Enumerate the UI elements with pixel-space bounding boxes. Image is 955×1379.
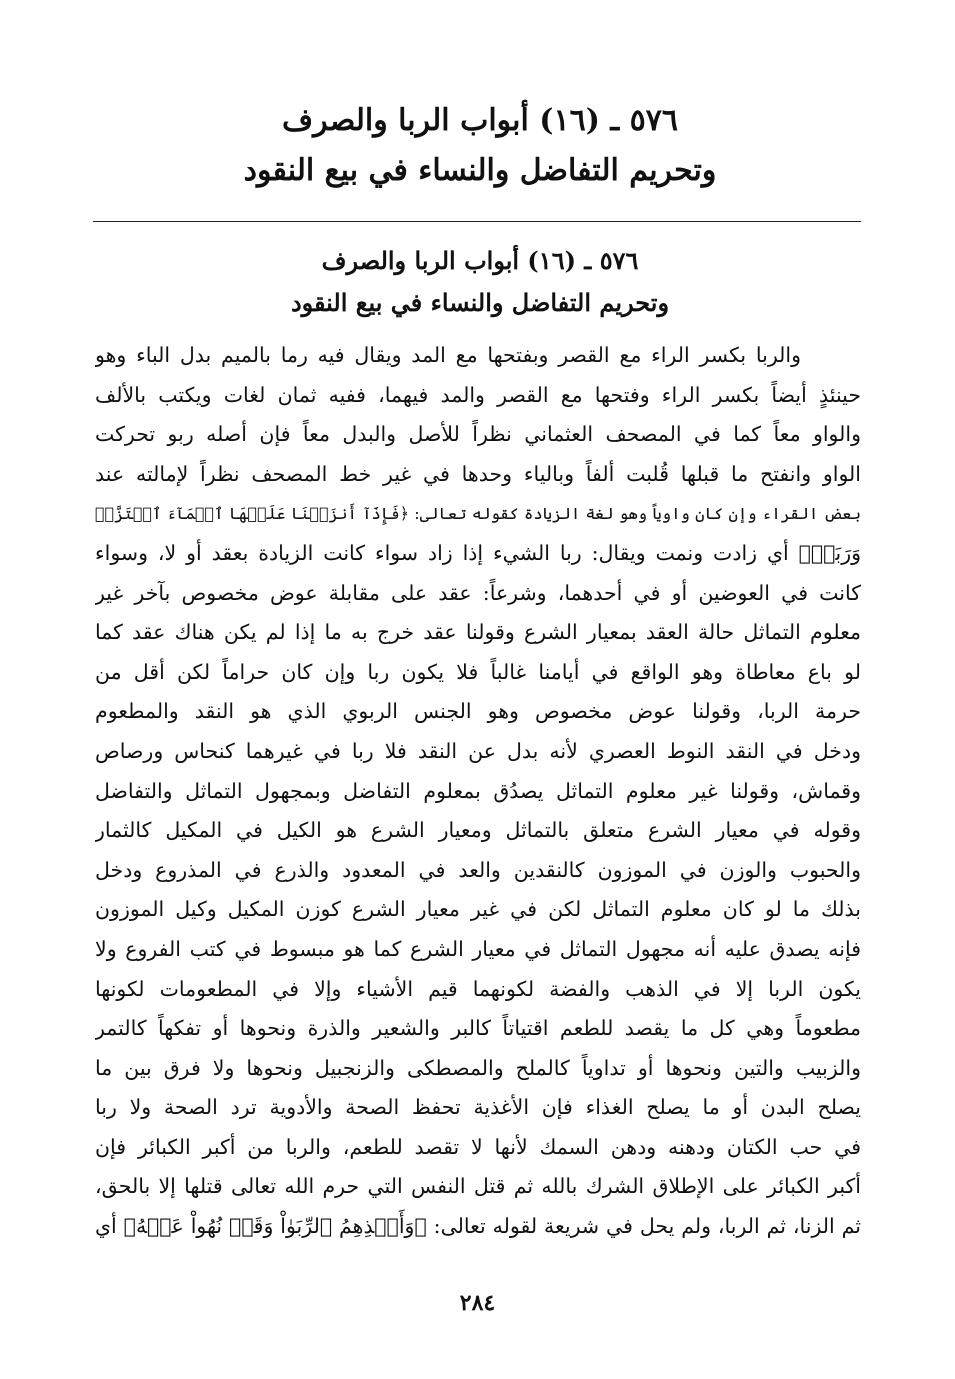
text-line: والزبيب والتين ونحوها أو تداوياً كالملح والمصطكى والزنجبيل ونحوها ولا فرق بين ما	[95, 1055, 861, 1080]
section-heading-line-2: وتحريم التفاضل والنساء في بيع النقود	[290, 288, 670, 317]
text-line: وقماش، وقولنا غير معلوم التماثل يصدُق بمعلوم التفاضل وبمجهول التماثل والتفاضل	[95, 778, 861, 803]
text-line: مطعوماً وهي كل ما يقصد للطعم اقتياتاً كالبر والشعير والذرة ونحوها أو تفكهاً كالتمر	[95, 1016, 861, 1041]
text-line: والربا بكسر الراء مع القصر وبفتحها مع المد ويقال فيه رما بالميم بدل الباء وهو	[95, 343, 801, 367]
text-line: حرمة الربا، وقولنا عوض مخصوص وهو الجنس الربوي الذي هو النقد والمطعوم	[95, 699, 861, 724]
text-line: فإنه يصدق عليه أنه مجهول التماثل في معيار الشرع كما هو مبسوط في كتب الفروع ولا	[95, 936, 861, 961]
text-line: وقوله في معيار الشرع متعلق بالتماثل ومعيار الشرع هو الكيل في المكيل كالثمار	[95, 818, 861, 843]
text-line: الواو وانفتح ما قبلها قُلبت ألفاً وبالياء وحدها في غير خط المصحف نظراً لإمالته عند	[95, 461, 861, 486]
chapter-title-line-1: ٥٧٦ ـ (١٦) أبواب الربا والصرف	[282, 103, 678, 138]
text-line: يصلح البدن أو ما يصلح الغذاء فإن الأغذية تحفظ الصحة والأدوية ترد الصحة ولا ربا	[95, 1095, 861, 1120]
text-line: والواو معاً كما في المصحف العثماني نظراً للأصل والبدل معاً فإن أصله ربو تحركت	[95, 422, 861, 447]
text-line: بعض القراء وإن كان واوياً وهو لغة الزيادة كقوله تعالى: ﴿فَإِذَآ أَنزَلۡنَا عَلَيۡهَا ٱلۡمَآءَ ٱهۡتَزَّتۡ	[95, 504, 861, 524]
text-line: بذلك ما لو كان معلوم التماثل لكن في غير معيار الشرع كوزن المكيل وكيل الموزون	[95, 897, 861, 922]
text-line: كانت في العوضين أو في أحدهما، وشرعاً: عقد على مقابلة عوض مخصوص بآخر غير	[95, 580, 861, 605]
text-line: أكبر الكبائر على الإطلاق الشرك بالله ثم قتل النفس التي حرم الله تعالى قتلها إلا بالحق،	[95, 1174, 861, 1199]
body-paragraph	[95, 336, 861, 1247]
chapter-title	[100, 96, 860, 196]
section-heading-line-1: ٥٧٦ ـ (١٦) أبواب الربا والصرف	[321, 246, 639, 275]
text-line: والحبوب والوزن في الموزون كالنقدين والعد في المعدود والذرع في المذروع ودخل	[95, 857, 861, 882]
text-line: لو باع معاطاة وهو الواقع في أيامنا غالباً فلا يكون ربا وإن كان حراماً لكن أقل من	[95, 659, 861, 684]
text-line: يكون الربا إلا في الذهب والفضة لكونهما قيم الأشياء وإلا في المطعومات لكونها	[95, 976, 861, 1001]
section-heading	[100, 240, 860, 324]
text-line: معلوم التماثل حالة العقد بمعيار الشرع وقولنا عقد خرج به ما إذا لم يكن هناك عقد كما	[95, 620, 861, 645]
horizontal-divider	[93, 221, 861, 222]
text-line: في حب الكتان ودهنه ودهن السمك لأنها لا تقصد للطعم، والربا من أكبر الكبائر فإن	[95, 1134, 861, 1159]
text-line: ودخل في النقد النوط العصري لأنه بدل عن النقد فلا ربا في غيرهما كنحاس ورصاص	[95, 738, 861, 763]
chapter-title-line-2: وتحريم التفاضل والنساء في بيع النقود	[243, 153, 717, 188]
text-line: وَرَبَتۡ﴾ أي زادت ونمت ويقال: ربا الشيء إذا زاد سواء كانت الزيادة بعقد أو لا، وسواء	[95, 540, 861, 565]
text-line: ثم الزنا، ثم الربا، ولم يحل في شريعة لقوله تعالى: ﴿وَأَخۡذِهِمُ ٱلرِّبَوٰاْ وَقَدۡ نُهُواْ عَنۡهُ﴾ أي	[95, 1214, 861, 1239]
page-number: ٢٨٤	[459, 1290, 496, 1316]
text-line: حينئذٍ أيضاً بكسر الراء وفتحها مع القصر والمد فيهما، ففيه ثمان لغات ويكتب بالألف	[95, 382, 861, 407]
